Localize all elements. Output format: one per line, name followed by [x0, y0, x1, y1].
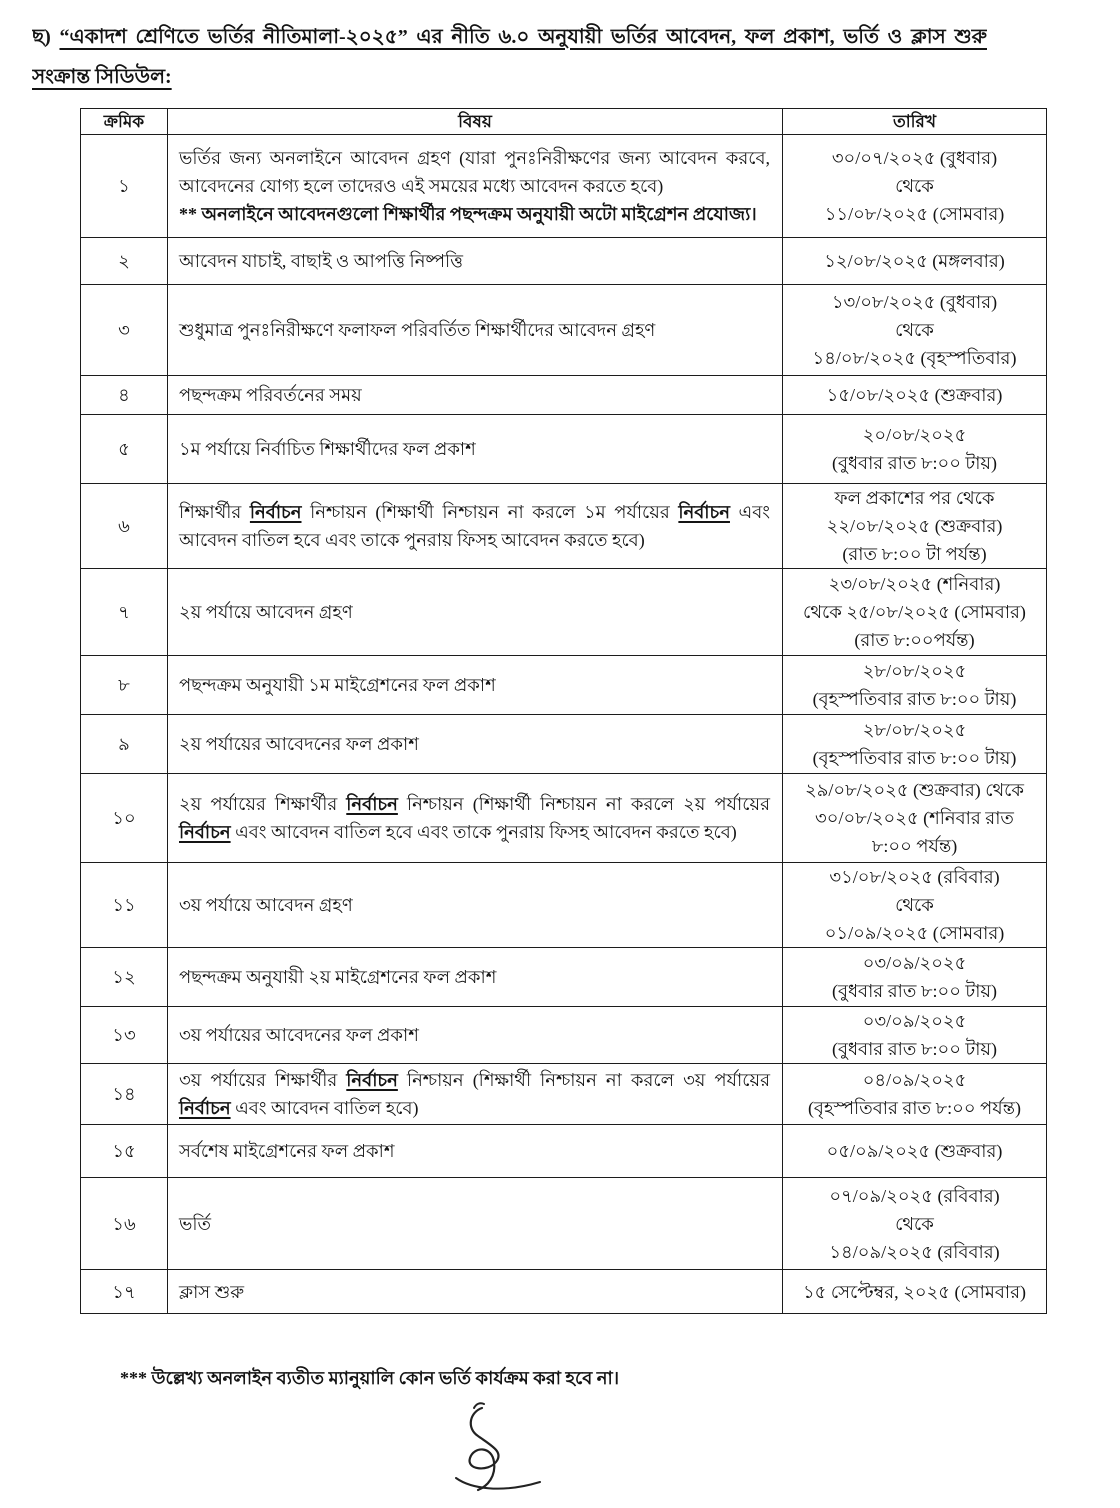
- serial-cell: [81, 238, 168, 285]
- serial-cell: [81, 484, 168, 569]
- serial-cell: [81, 948, 168, 1007]
- table-row: [81, 715, 1047, 774]
- subject-paragraph: [179, 1210, 770, 1238]
- subject-cell: [168, 285, 783, 376]
- serial-cell: [81, 1125, 168, 1178]
- subject-text: সর্বশেষ মাইগ্রেশনের ফল প্রকাশ: [179, 1141, 395, 1161]
- footnote: *** উল্লেখ্য অনলাইন ব্যতীত ম্যানুয়ালি কোন ভর্তি কার্যক্রম করা হবে না।: [120, 1368, 620, 1388]
- subject-paragraph: [179, 598, 770, 626]
- table-row: [81, 1125, 1047, 1178]
- subject-paragraph: [179, 1278, 770, 1306]
- date-line: ৩১/০৮/২০২৫ (রবিবার): [829, 867, 1000, 887]
- serial-cell: [81, 863, 168, 948]
- subject-text: পছন্দক্রম পরিবর্তনের সময়: [179, 385, 362, 405]
- table-header-row: [81, 109, 1047, 135]
- date-line: (বৃহস্পতিবার রাত ৮:০০ টায়): [812, 748, 1017, 768]
- date-line: ১২/০৮/২০২৫ (মঙ্গলবার): [824, 251, 1005, 271]
- subject-text: ৩য় পর্যায়ের আবেদনের ফল প্রকাশ: [179, 1025, 419, 1045]
- table-row: [81, 1064, 1047, 1125]
- emphasized-term: নির্বাচন: [179, 1098, 231, 1118]
- subject-text: পছন্দক্রম অনুযায়ী ২য় মাইগ্রেশনের ফল প্রকাশ: [179, 967, 497, 987]
- date-line: (বুধবার রাত ৮:০০ টায়): [831, 981, 998, 1001]
- serial-cell: [81, 715, 168, 774]
- date-cell: [783, 285, 1047, 376]
- date-line: ১৪/০৯/২০২৫ (রবিবার): [829, 1241, 1000, 1262]
- date-cell: [783, 238, 1047, 285]
- subject-cell: [168, 948, 783, 1007]
- date-line: ২০/০৮/২০২৫: [862, 425, 967, 445]
- serial-number: ৫: [118, 439, 130, 459]
- serial-cell: [81, 376, 168, 415]
- date-cell: [783, 863, 1047, 948]
- date-line: ০১/০৯/২০২৫ (সোমবার): [824, 923, 1005, 943]
- schedule-table: [80, 108, 1047, 1314]
- date-cell: [783, 948, 1047, 1007]
- subject-text: এবং আবেদন বাতিল হবে): [230, 1098, 419, 1118]
- date-line: ২৯/০৮/২০২৫ (শুক্রবার) থেকে: [804, 780, 1025, 800]
- subject-paragraph: [179, 1021, 770, 1049]
- serial-cell: [81, 415, 168, 484]
- subject-cell: [168, 1007, 783, 1064]
- emphasized-term: নির্বাচন: [678, 502, 730, 522]
- subject-paragraph: [179, 1066, 770, 1122]
- subject-text: শুধুমাত্র পুনঃনিরীক্ষণে ফলাফল পরিবর্তিত শিক্ষার্থীদের আবেদন গ্রহণ: [179, 320, 656, 340]
- section-marker: ছ): [32, 26, 51, 48]
- date-cell: [783, 1125, 1047, 1178]
- emphasized-term: নির্বাচন: [346, 1070, 398, 1090]
- date-line: ২৩/০৮/২০২৫ (শনিবার): [828, 574, 1001, 594]
- subject-paragraph: [179, 790, 770, 846]
- date-line: ০৫/০৯/২০২৫ (শুক্রবার): [826, 1141, 1003, 1161]
- serial-number: ১৫: [112, 1141, 136, 1161]
- schedule-rows: [81, 135, 1047, 1314]
- date-line: ১৩/০৮/২০২৫ (বুধবার): [831, 292, 998, 312]
- subject-cell: [168, 1125, 783, 1178]
- subject-text: এবং আবেদন বাতিল হবে এবং তাকে পুনরায় ফিসহ আবেদন করতে হবে): [230, 822, 737, 842]
- serial-number: ১২: [112, 967, 136, 987]
- serial-number: ১৪: [112, 1084, 136, 1104]
- subject-paragraph: [179, 381, 770, 409]
- subject-text: এবং আবেদন বাতিল হবে এবং তাকে পুনরায় ফিসহ আবেদন করতে হবে): [179, 502, 771, 550]
- column-header-serial: ক্রমিক: [81, 109, 168, 135]
- subject-paragraph: [179, 963, 770, 991]
- serial-number: ১১: [112, 895, 136, 915]
- date-cell: [783, 1064, 1047, 1125]
- table-row: [81, 656, 1047, 715]
- subject-paragraph: [179, 144, 770, 200]
- date-line: ০৩/০৯/২০২৫: [862, 1011, 967, 1031]
- table-row: [81, 1270, 1047, 1314]
- date-line: থেকে: [895, 176, 934, 196]
- serial-number: ১৩: [112, 1025, 136, 1045]
- date-line: (রাত ৮:০০ টা পর্যন্ত): [842, 544, 987, 564]
- date-line: (বুধবার রাত ৮:০০ টায়): [831, 1039, 998, 1059]
- subject-paragraph: [179, 247, 770, 275]
- subject-paragraph: [179, 1137, 770, 1165]
- subject-cell: [168, 1064, 783, 1125]
- emphasized-term: নির্বাচন: [179, 822, 231, 842]
- subject-text: ২য় পর্যায়ে আবেদন গ্রহণ: [179, 602, 353, 622]
- serial-number: ১০: [112, 808, 136, 828]
- serial-number: ৩: [118, 320, 130, 340]
- table-row: [81, 415, 1047, 484]
- subject-text: ২য় পর্যায়ের শিক্ষার্থীর: [179, 794, 347, 814]
- serial-cell: [81, 1064, 168, 1125]
- date-cell: [783, 484, 1047, 569]
- table-row: [81, 135, 1047, 238]
- serial-cell: [81, 1270, 168, 1314]
- subject-text: ক্লাস শুরু: [179, 1281, 245, 1302]
- serial-cell: [81, 1178, 168, 1270]
- serial-number: ৯: [118, 734, 130, 754]
- emphasized-term: নির্বাচন: [346, 794, 398, 814]
- serial-cell: [81, 135, 168, 238]
- table-row: [81, 569, 1047, 656]
- date-line: ১৫ সেপ্টেম্বর, ২০২৫ (সোমবার): [802, 1281, 1027, 1302]
- serial-cell: [81, 1007, 168, 1064]
- serial-cell: [81, 285, 168, 376]
- subject-text: নিশ্চায়ন (শিক্ষার্থী নিশ্চায়ন না করলে ১ম পর্যায়ের: [301, 502, 679, 522]
- subject-text: শিক্ষার্থীর: [179, 502, 250, 522]
- subject-text: আবেদন যাচাই, বাছাই ও আপত্তি নিষ্পত্তি: [179, 251, 464, 271]
- serial-cell: [81, 569, 168, 656]
- subject-cell: [168, 569, 783, 656]
- date-line: ৩০/০৮/২০২৫ (শনিবার রাত: [815, 808, 1014, 828]
- subject-paragraph: [179, 891, 770, 919]
- subject-cell: [168, 863, 783, 948]
- subject-paragraph: [179, 730, 770, 758]
- signature: [440, 1398, 560, 1502]
- date-line: ২৮/০৮/২০২৫: [862, 720, 967, 740]
- date-line: (বৃহস্পতিবার রাত ৮:০০ টায়): [812, 689, 1017, 709]
- subject-text: ১ম পর্যায়ে নির্বাচিত শিক্ষার্থীদের ফল প্রকাশ: [179, 439, 476, 459]
- table-row: [81, 376, 1047, 415]
- date-line: থেকে ২৫/০৮/২০২৫ (সোমবার): [803, 602, 1026, 622]
- date-line: ২২/০৮/২০২৫ (শুক্রবার): [826, 516, 1003, 536]
- subject-note: ** অনলাইনে আবেদনগুলো শিক্ষার্থীর পছন্দক্রম অনুযায়ী অটো মাইগ্রেশন প্রযোজ্য।: [179, 204, 757, 224]
- subject-text: ২য় পর্যায়ের আবেদনের ফল প্রকাশ: [179, 734, 419, 754]
- subject-cell: [168, 415, 783, 484]
- table-row: [81, 285, 1047, 376]
- subject-text: ভর্তি: [179, 1213, 212, 1234]
- date-cell: [783, 656, 1047, 715]
- subject-text: পছন্দক্রম অনুযায়ী ১ম মাইগ্রেশনের ফল প্রকাশ: [179, 675, 496, 695]
- serial-number: ১: [118, 176, 130, 196]
- date-cell: [783, 715, 1047, 774]
- date-line: ১৫/০৮/২০২৫ (শুক্রবার): [826, 385, 1003, 405]
- subject-cell: [168, 774, 783, 863]
- date-cell: [783, 135, 1047, 238]
- date-line: (বুধবার রাত ৮:০০ টায়): [831, 453, 998, 473]
- serial-number: ৮: [118, 675, 130, 695]
- subject-paragraph: [179, 316, 770, 344]
- page-heading: [32, 17, 987, 97]
- date-line: ১১/০৮/২০২৫ (সোমবার): [824, 204, 1005, 224]
- date-line: থেকে: [895, 1213, 934, 1234]
- emphasized-term: নির্বাচন: [249, 502, 302, 522]
- date-line: (রাত ৮:০০পর্যন্ত): [854, 630, 975, 650]
- table-row: [81, 484, 1047, 569]
- date-line: (বৃহস্পতিবার রাত ৮:০০ পর্যন্ত): [807, 1098, 1022, 1118]
- subject-cell: [168, 484, 783, 569]
- subject-text: নিশ্চায়ন (শিক্ষার্থী নিশ্চায়ন না করলে ৩য় পর্যায়ের: [397, 1070, 770, 1090]
- table-row: [81, 1007, 1047, 1064]
- heading-text: “একাদশ শ্রেণিতে ভর্তির নীতিমালা-২০২৫” এর নীতি ৬.০ অনুযায়ী ভর্তির আবেদন, ফল প্রকাশ, ভর্তি ও ক্লাস শুরু সংক্রান্ত সিডিউল:: [32, 26, 987, 88]
- column-header-subject: বিষয়: [168, 109, 783, 135]
- date-cell: [783, 569, 1047, 656]
- subject-cell: [168, 656, 783, 715]
- serial-number: ১৬: [112, 1213, 136, 1234]
- table-row: [81, 948, 1047, 1007]
- date-cell: [783, 1178, 1047, 1270]
- subject-text: ভর্তির জন্য অনলাইনে আবেদন গ্রহণ (যারা পুনঃনিরীক্ষণের জন্য আবেদন করবে, আবেদনের যোগ্য হলে তাদেরও এই সময়ের মধ্যে আবেদন করতে হবে): [179, 148, 770, 196]
- subject-paragraph: [179, 435, 770, 463]
- date-line: থেকে: [895, 895, 934, 915]
- date-line: ৩০/০৭/২০২৫ (বুধবার): [831, 148, 998, 168]
- table-row: [81, 863, 1047, 948]
- subject-cell: [168, 1270, 783, 1314]
- serial-number: ৭: [118, 602, 130, 622]
- date-line: ০৪/০৯/২০২৫: [862, 1070, 967, 1090]
- table-row: [81, 1178, 1047, 1270]
- date-line: ১৪/০৮/২০২৫ (বৃহস্পতিবার): [812, 348, 1017, 368]
- subject-cell: [168, 238, 783, 285]
- date-cell: [783, 1270, 1047, 1314]
- serial-number: ৪: [118, 385, 130, 405]
- date-line: ফল প্রকাশের পর থেকে: [834, 488, 995, 508]
- subject-text: ৩য় পর্যায়ে আবেদন গ্রহণ: [179, 895, 353, 915]
- date-line: ০৩/০৯/২০২৫: [862, 953, 967, 973]
- date-cell: [783, 415, 1047, 484]
- serial-number: ১৭: [112, 1281, 136, 1302]
- serial-cell: [81, 656, 168, 715]
- serial-number: ২: [118, 251, 130, 271]
- table-row: [81, 238, 1047, 285]
- date-line: ২৮/০৮/২০২৫: [862, 661, 967, 681]
- serial-cell: [81, 774, 168, 863]
- subject-paragraph: [179, 498, 770, 554]
- date-line: ৮:০০ পর্যন্ত): [871, 836, 958, 856]
- serial-number: ৬: [118, 516, 130, 536]
- date-cell: [783, 376, 1047, 415]
- date-cell: [783, 1007, 1047, 1064]
- subject-text: নিশ্চায়ন (শিক্ষার্থী নিশ্চায়ন না করলে ২য় পর্যায়ের: [397, 794, 770, 814]
- date-line: ০৭/০৯/২০২৫ (রবিবার): [829, 1185, 1000, 1206]
- subject-cell: [168, 135, 783, 238]
- subject-cell: [168, 715, 783, 774]
- subject-cell: [168, 376, 783, 415]
- date-cell: [783, 774, 1047, 863]
- column-header-date: তারিখ: [783, 109, 1047, 135]
- table-row: [81, 774, 1047, 863]
- date-line: থেকে: [895, 320, 934, 340]
- subject-text: ৩য় পর্যায়ের শিক্ষার্থীর: [179, 1070, 347, 1090]
- subject-cell: [168, 1178, 783, 1270]
- subject-paragraph: [179, 671, 770, 699]
